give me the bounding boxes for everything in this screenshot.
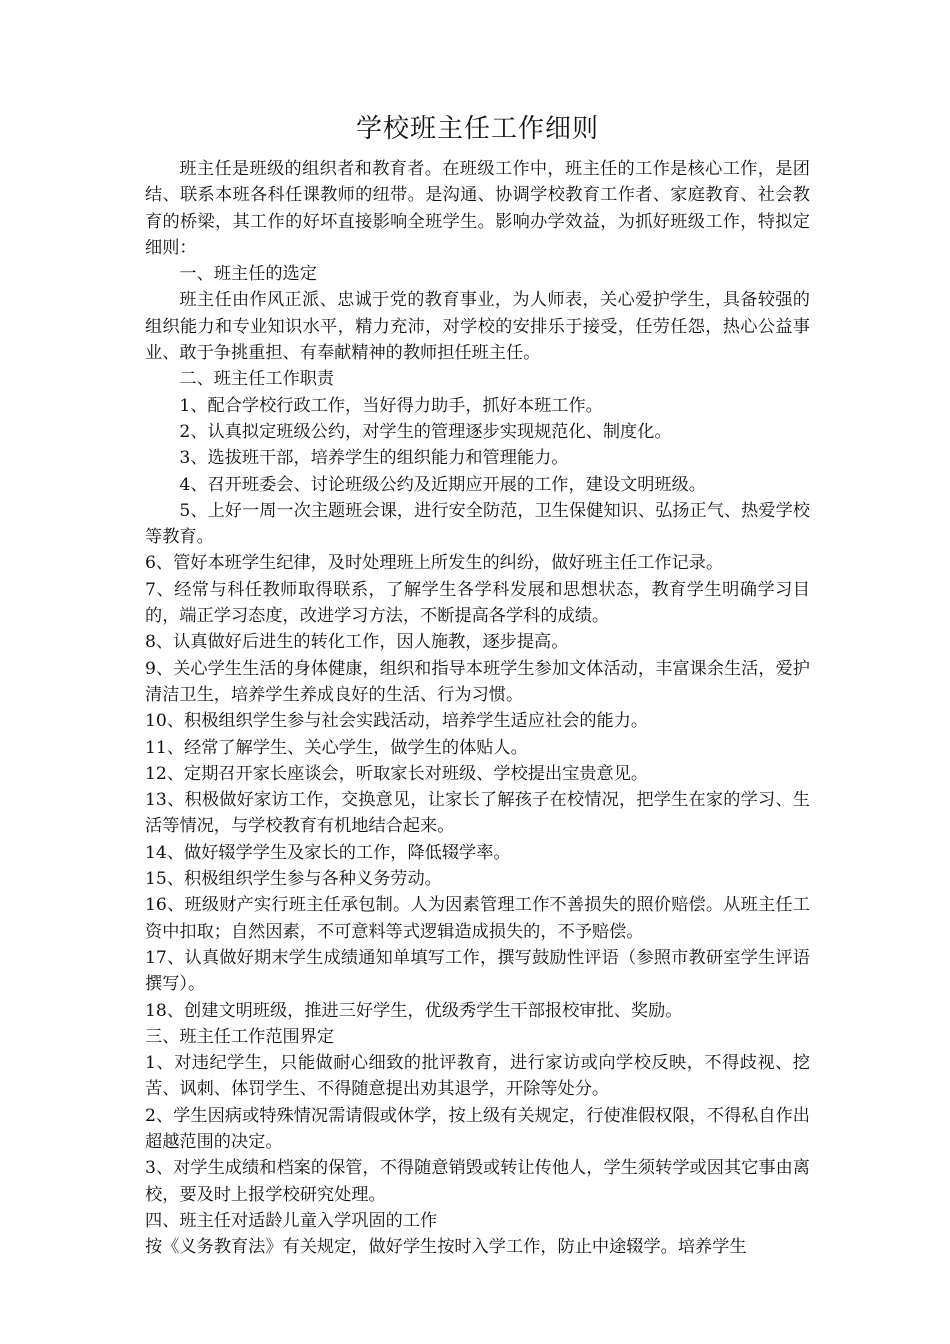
list-item: 5、上好一周一次主题班会课，进行安全防范，卫生保健知识、弘扬正气、热爱学校等教育。 — [145, 500, 810, 548]
list-item: 14、做好辍学学生及家长的工作，降低辍学率。 — [145, 842, 511, 863]
section-heading: 四、班主任对适龄儿童入学巩固的工作 — [145, 1210, 438, 1231]
document-body — [145, 156, 810, 1260]
list-item: 6、管好本班学生纪律，及时处理班上所发生的纠纷，做好班主任工作记录。 — [145, 553, 724, 574]
section-heading: 二、班主任工作职责 — [179, 369, 335, 390]
section-heading: 三、班主任工作范围界定 — [145, 1026, 335, 1047]
list-item: 1、对违纪学生，只能做耐心细致的批评教育，进行家访或向学校反映，不得歧视、挖苦、讽刺、体罚学生、不得随意提出劝其退学，开除等处分。 — [145, 1053, 810, 1100]
list-item: 15、积极组织学生参与各种义务劳动。 — [145, 869, 442, 890]
list-item: 16、班级财产实行班主任承包制。人为因素管理工作不善损失的照价赔偿。从班主任工资中扣取；自然因素，不可意料等式逻辑造成损失的，不予赔偿。 — [145, 895, 810, 942]
paragraph: 班主任是班级的组织者和教育者。在班级工作中，班主任的工作是核心工作，是团结、联系本班各科任课教师的纽带。是沟通、协调学校教育工作者、家庭教育、社会教育的桥梁，其工作的好坏直接影响全班学生。影响办学效益，为抓好班级工作，特拟定细则： — [145, 159, 810, 258]
list-item: 1、配合学校行政工作，当好得力助手，抓好本班工作。 — [179, 395, 603, 416]
list-item: 2、学生因病或特殊情况需请假或休学，按上级有关规定，行使准假权限，不得私自作出超越范围的决定。 — [145, 1105, 810, 1152]
list-item: 11、经常了解学生、关心学生，做学生的体贴人。 — [145, 737, 528, 758]
list-item: 17、认真做好期末学生成绩通知单填写工作，撰写鼓励性评语（参照市教研室学生评语撰写）。 — [145, 947, 810, 995]
document-page — [145, 112, 810, 1260]
list-item: 3、对学生成绩和档案的保管，不得随意销毁或转让传他人，学生须转学或因其它事由离校，要及时上报学校研究处理。 — [145, 1158, 810, 1205]
section-heading: 一、班主任的选定 — [179, 264, 317, 285]
list-item: 4、召开班委会、讨论班级公约及近期应开展的工作，建设文明班级。 — [179, 474, 706, 495]
list-item: 18、创建文明班级，推进三好学生，优级秀学生干部报校审批、奖励。 — [145, 1000, 683, 1021]
paragraph: 按《义务教育法》有关规定，做好学生按时入学工作，防止中途辍学。培养学生 — [145, 1237, 747, 1258]
list-item: 2、认真拟定班级公约，对学生的管理逐步实现规范化、制度化。 — [179, 421, 672, 442]
paragraph: 班主任由作风正派、忠诚于党的教育事业，为人师表，关心爱护学生，具备较强的组织能力和专业知识水平，精力充沛，对学校的安排乐于接受，任劳任怨，热心公益事业、敢于争挑重担、有奉献精神的教师担任班主任。 — [145, 290, 810, 364]
document-title: 学校班主任工作细则 — [355, 114, 599, 144]
list-item: 8、认真做好后进生的转化工作，因人施教，逐步提高。 — [145, 632, 569, 653]
list-item: 9、关心学生生活的身体健康，组织和指导本班学生参加文体活动，丰富课余生活，爱护清洁卫生，培养学生养成良好的生活、行为习惯。 — [145, 658, 810, 705]
list-item: 3、选拔班干部，培养学生的组织能力和管理能力。 — [179, 448, 569, 469]
list-item: 10、积极组织学生参与社会实践活动，培养学生适应社会的能力。 — [145, 711, 649, 732]
list-item: 12、定期召开家长座谈会，听取家长对班级、学校提出宝贵意见。 — [145, 763, 649, 784]
list-item: 7、经常与科任教师取得联系，了解学生各学科发展和思想状态，教育学生明确学习目的，端正学习态度，改进学习方法，不断提高各学科的成绩。 — [145, 579, 810, 627]
list-item: 13、积极做好家访工作，交换意见，让家长了解孩子在校情况，把学生在家的学习、生活等情况，与学校教育有机地结合起来。 — [145, 790, 810, 837]
